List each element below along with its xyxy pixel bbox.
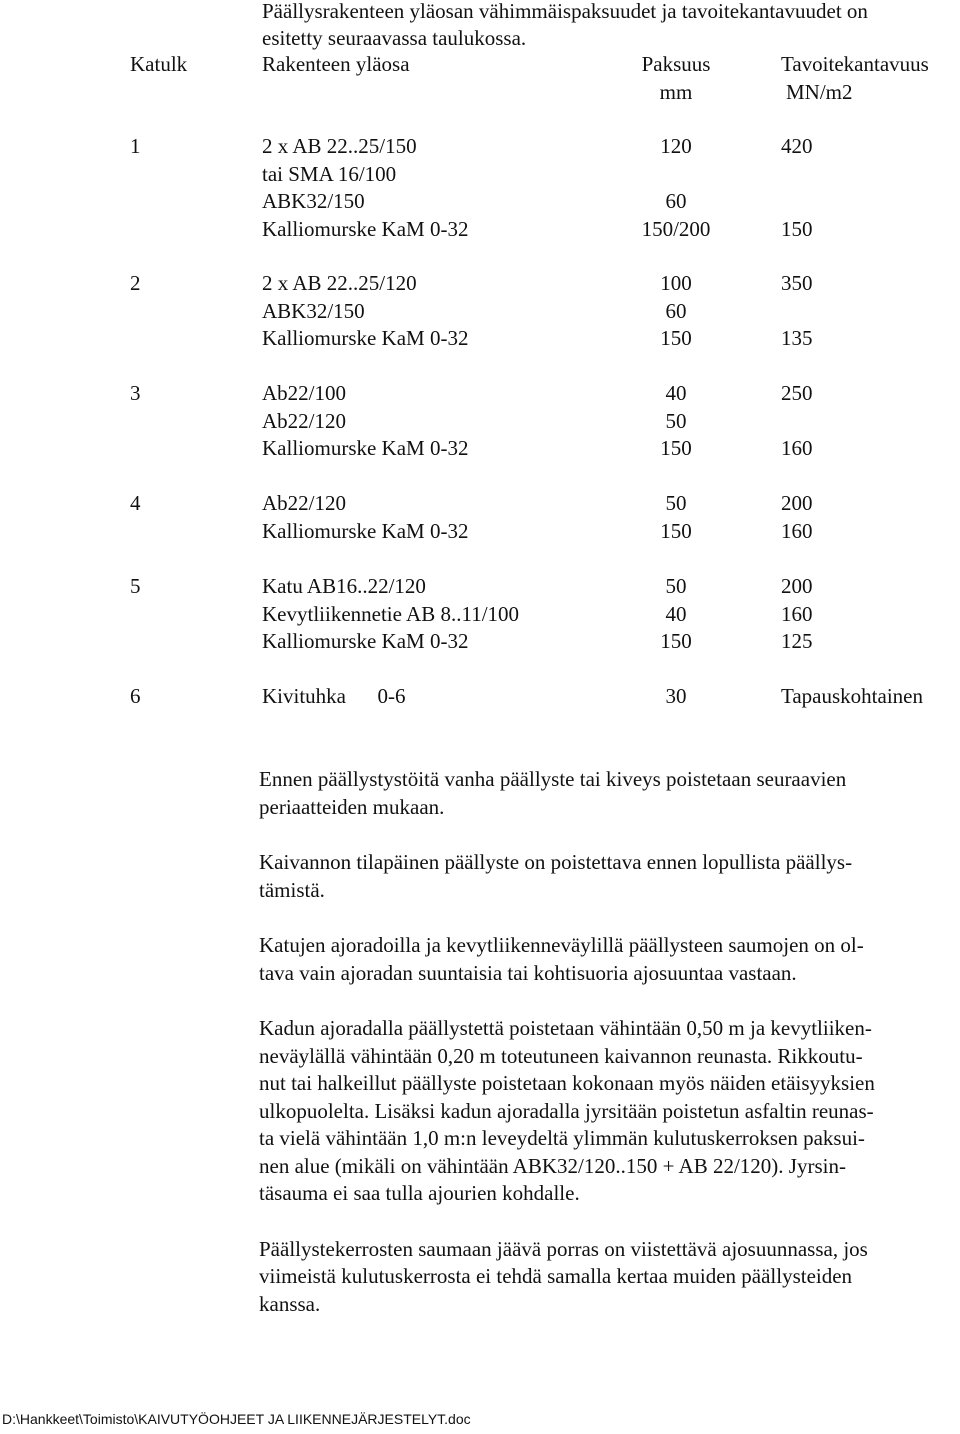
paragraph-line: Kaivannon tilapäinen päällyste on poistettava ennen lopullista päällys- bbox=[259, 850, 853, 874]
paragraph-line: tämistä. bbox=[259, 877, 325, 902]
paragraph bbox=[259, 1236, 959, 1319]
table-row bbox=[0, 684, 960, 712]
row-layer: Kalliomurske KaM 0-32 bbox=[262, 518, 469, 543]
row-layer: Kalliomurske KaM 0-32 bbox=[262, 326, 469, 350]
paragraph bbox=[259, 1015, 959, 1208]
header-thickness: Paksuus bbox=[641, 52, 711, 76]
row-class-number: 5 bbox=[130, 574, 141, 598]
header-target: Tavoitekantavuus bbox=[781, 52, 929, 76]
row-thickness: 100 bbox=[660, 271, 692, 295]
paragraph-line: täsauma ei saa tulla ajourien kohdalle. bbox=[259, 1181, 580, 1205]
row-layer: 2 x AB 22..25/150 bbox=[262, 134, 417, 158]
row-thickness: 50 bbox=[665, 408, 687, 433]
table-row bbox=[0, 436, 960, 464]
intro-line: Päällysrakenteen yläosan vähimmäispaksuudet ja tavoitekantavuudet on bbox=[262, 0, 868, 23]
table-row bbox=[0, 326, 960, 354]
table-row bbox=[0, 574, 960, 602]
footer-file-path: D:\Hankkeet\Toimisto\KAIVUTYÖOHJEET JA LIIKENNEJÄRJESTELYT.doc bbox=[2, 1411, 471, 1427]
row-thickness: 150 bbox=[660, 629, 692, 653]
table-row bbox=[0, 491, 960, 519]
table-row bbox=[0, 134, 960, 162]
table-row bbox=[0, 629, 960, 657]
table-row bbox=[0, 162, 960, 190]
header-class: Katulk bbox=[130, 52, 188, 76]
row-thickness: 60 bbox=[665, 189, 687, 213]
header-thickness-unit: mm bbox=[659, 80, 693, 104]
body-paragraphs bbox=[259, 766, 959, 1346]
row-layer: Kalliomurske KaM 0-32 bbox=[262, 216, 469, 241]
row-layer: Kevytliikennetie AB 8..11/100 bbox=[262, 601, 520, 626]
row-target: 420 bbox=[781, 134, 813, 158]
row-layer: Katu AB16..22/120 bbox=[262, 574, 426, 598]
row-thickness: 40 bbox=[665, 381, 687, 405]
row-layer: tai SMA 16/100 bbox=[262, 161, 397, 186]
paragraph-line: Päällystekerrosten saumaan jäävä porras on viistettävä ajosuunnassa, jos bbox=[259, 1236, 868, 1261]
paragraph-line: Ennen päällystystöitä vanha päällyste tai kiveys poistetaan seuraavien bbox=[259, 767, 847, 791]
row-layer: Kivituhka 0-6 bbox=[262, 684, 406, 708]
paragraph-line: viimeistä kulutuskerrosta ei tehdä samalla kertaa muiden päällysteiden bbox=[259, 1264, 853, 1288]
row-target: 125 bbox=[781, 629, 813, 653]
row-layer: ABK32/150 bbox=[262, 298, 365, 323]
row-layer: Ab22/100 bbox=[262, 381, 346, 405]
table-row bbox=[0, 519, 960, 547]
row-layer: Kalliomurske KaM 0-32 bbox=[262, 629, 469, 653]
row-thickness: 50 bbox=[665, 491, 687, 515]
row-class-number: 2 bbox=[130, 271, 141, 295]
intro-line: esitetty seuraavassa taulukossa. bbox=[262, 26, 527, 50]
row-thickness: 150 bbox=[660, 436, 692, 460]
row-thickness: 150/200 bbox=[641, 216, 711, 241]
row-thickness: 30 bbox=[665, 684, 687, 708]
row-thickness: 120 bbox=[660, 134, 692, 158]
row-thickness: 40 bbox=[665, 601, 687, 626]
row-class-number: 6 bbox=[130, 684, 141, 708]
row-layer: Kalliomurske KaM 0-32 bbox=[262, 436, 469, 460]
row-target: 350 bbox=[781, 271, 813, 295]
table-row bbox=[0, 217, 960, 245]
row-target: 160 bbox=[781, 436, 813, 460]
paragraph-line: tava vain ajoradan suuntaisia tai kohtisuoria ajosuuntaa vastaan. bbox=[259, 960, 797, 985]
row-target: 200 bbox=[781, 491, 813, 515]
row-target: 135 bbox=[781, 326, 813, 350]
row-target: Tapauskohtainen bbox=[781, 684, 923, 708]
row-class-number: 4 bbox=[130, 491, 141, 515]
paragraph-line: ta vielä vähintään 1,0 m:n leveydeltä ylimmän kulutuskerroksen paksui- bbox=[259, 1126, 865, 1150]
table-header-unit-row bbox=[0, 80, 960, 108]
paragraph bbox=[259, 932, 959, 987]
row-layer: Ab22/120 bbox=[262, 491, 346, 515]
table-row bbox=[0, 381, 960, 409]
row-layer: ABK32/150 bbox=[262, 189, 365, 213]
intro-text bbox=[262, 0, 952, 52]
header-target-unit: MN/m2 bbox=[786, 80, 853, 104]
row-thickness: 50 bbox=[665, 574, 687, 598]
paragraph-line: Katujen ajoradoilla ja kevytliikenneväylillä päällysteen saumojen on ol- bbox=[259, 933, 864, 957]
paragraph-line: nut tai halkeillut päällyste poistetaan kokonaan myös näiden etäisyyksien bbox=[259, 1071, 875, 1095]
paragraph bbox=[259, 766, 959, 821]
row-layer: Ab22/120 bbox=[262, 408, 346, 433]
row-class-number: 1 bbox=[130, 134, 141, 158]
paragraph-line: Kadun ajoradalla päällystettä poistetaan vähintään 0,50 m ja kevytliiken- bbox=[259, 1016, 872, 1040]
paragraph-line: ulkopuolelta. Lisäksi kadun ajoradalla jyrsitään poistetun asfaltin reunas- bbox=[259, 1098, 874, 1123]
table-row bbox=[0, 271, 960, 299]
table-row bbox=[0, 299, 960, 327]
row-target: 160 bbox=[781, 601, 813, 626]
row-target: 150 bbox=[781, 216, 813, 241]
table-header-row bbox=[0, 52, 960, 80]
table-row bbox=[0, 602, 960, 630]
row-target: 250 bbox=[781, 381, 813, 405]
paragraph-line: neväylällä vähintään 0,20 m toteutuneen kaivannon reunasta. Rikkoutu- bbox=[259, 1043, 863, 1068]
row-thickness: 150 bbox=[660, 326, 692, 350]
paragraph-line: periaatteiden mukaan. bbox=[259, 794, 445, 819]
row-thickness: 60 bbox=[665, 298, 687, 323]
paragraph-line: kanssa. bbox=[259, 1291, 321, 1316]
row-target: 200 bbox=[781, 574, 813, 598]
row-class-number: 3 bbox=[130, 381, 141, 405]
table-row bbox=[0, 409, 960, 437]
row-target: 160 bbox=[781, 518, 813, 543]
paragraph bbox=[259, 849, 959, 904]
row-thickness: 150 bbox=[660, 518, 692, 543]
header-layer: Rakenteen yläosa bbox=[262, 52, 410, 76]
table-row bbox=[0, 189, 960, 217]
paragraph-line: nen alue (mikäli on vähintään ABK32/120..150 + AB 22/120). Jyrsin- bbox=[259, 1153, 846, 1178]
row-layer: 2 x AB 22..25/120 bbox=[262, 271, 417, 295]
